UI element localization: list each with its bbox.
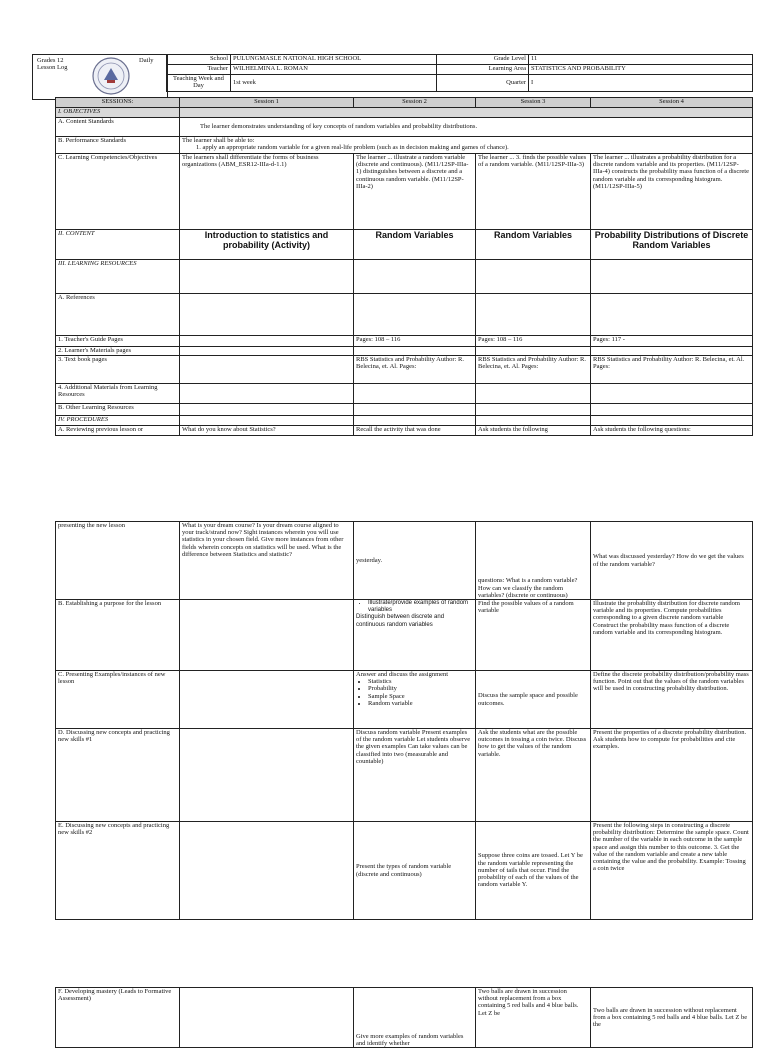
school-value: PULUNGMASLE NATIONAL HIGH SCHOOL — [231, 55, 437, 65]
procedures-heading: IV. PROCEDURES — [56, 416, 180, 426]
content-s1: Introduction to statistics and probability (Activity) — [180, 230, 354, 260]
school-label: School — [167, 55, 231, 65]
competencies-s2: The learner ... illustrate a random variable (discrete and continuous). (M11/12SP-IIIa-1) distinguishes between a discrete and a continuous random variable. (M11/12SP-IIIa-2) — [354, 154, 476, 230]
teacher-label: Teacher — [167, 65, 231, 75]
grade-level-value: 11 — [529, 55, 753, 65]
learning-area-value: STATISTICS AND PROBABILITY — [529, 65, 753, 75]
objectives-fill — [180, 108, 753, 118]
session-4-header: Session 4 — [591, 98, 753, 108]
discussing-2-label: E. Discussing new concepts and practicing new skills #2 — [56, 822, 180, 920]
reviewing-s1: What do you know about Statistics? — [180, 426, 354, 436]
examples-s4: Define the discrete probability distribution/probability mass function. Point out that the values of the random variables will be used in constructing probability distribution. — [591, 671, 753, 729]
reviewing-s4: Ask students the following questions: — [591, 426, 753, 436]
examples-s3: Discuss the sample space and possible outcomes. — [476, 671, 591, 729]
discussing-1-s4: Present the properties of a discrete probability distribution. Ask students how to compute for probabilities and cite examples. — [591, 729, 753, 822]
daily-label: Daily — [139, 57, 154, 64]
page-1 — [0, 0, 768, 470]
tb-pages-s2: RBS Statistics and Probability Author: R. Belecina, et. Al. Pages: — [354, 356, 476, 384]
competencies-s3: The learner ... 3. finds the possible values of a random variable. (M11/12SP-IIIa-3) — [476, 154, 591, 230]
performance-standards-line-1: The learner shall be able to: — [182, 137, 255, 144]
teaching-week-label: Teaching Week and Day — [167, 75, 231, 92]
lesson-log-table-page-2 — [55, 521, 753, 920]
purpose-s3: Find the possible values of a random variable — [476, 600, 591, 671]
tg-pages-s2: Pages: 108 – 116 — [354, 336, 476, 347]
content-standards-label: A. Content Standards — [56, 118, 180, 137]
tg-pages-s3: Pages: 108 – 116 — [476, 336, 591, 347]
examples-s2-bullet-2: • Probability — [368, 685, 473, 692]
discussing-2-s2: Present the types of random variable (discrete and continuous) — [354, 822, 476, 920]
content-standards-text: The learner demonstrates understanding of key concepts of random variables and probability distributions. — [180, 118, 753, 137]
purpose-s4: Illustrate the probability distribution for discrete random variable and its properties. Compute probabilities corresponding to a given discrete random variable Construct the probability mass function of a discrete random variable and its corresponding histogram. — [591, 600, 753, 671]
examples-s2-bullet-4: • Random variable — [368, 700, 473, 707]
other-resources-label: B. Other Learning Resources — [56, 404, 180, 416]
performance-standards-label: B. Performance Standards — [56, 137, 180, 154]
lesson-log-table-page-1 — [55, 97, 753, 436]
discussing-2-s4: Present the following steps in constructing a discrete probability distribution: Determine the sample space. Count the number of the variable in each outcome in the sample space and assign this number to this outcome. 3. Get the value of the random variable and create a new table containing the value and the probability. Example: Tossing a coin twice — [591, 822, 753, 920]
tb-pages-label: 3. Text book pages — [56, 356, 180, 384]
session-2-header: Session 2 — [354, 98, 476, 108]
session-1-header: Session 1 — [180, 98, 354, 108]
objectives-heading: I. OBJECTIVES — [56, 108, 180, 118]
lm-pages-label: 2. Learner's Materials pages — [56, 347, 180, 356]
mastery-s3: Two balls are drawn in succession without replacement from a box containing 5 red balls and 4 blue balls. Let Z be — [476, 988, 591, 1048]
learning-area-label: Learning Area — [437, 65, 529, 75]
examples-s2-intro: Answer and discuss the assignment — [356, 671, 449, 678]
purpose-s2-line-2: Distinguish between discrete and continuous random variables — [356, 614, 445, 628]
purpose-label: B. Establishing a purpose for the lesson — [56, 600, 180, 671]
presenting-s3: questions: What is a random variable? How can we classify the random variables? (discrete or continuous) — [476, 522, 591, 600]
page-2 — [0, 470, 768, 955]
references-label: A. References — [56, 294, 180, 336]
discussing-1-s3: Ask the students what are the possible outcomes in tossing a coin twice. Discuss how to get the values of the random variable. — [476, 729, 591, 822]
reviewing-s2: Recall the activity that was done — [354, 426, 476, 436]
header-title-block — [32, 54, 168, 100]
examples-s2-bullet-3: • Sample Space — [368, 693, 473, 700]
grade-label: Grades 12 Lesson Log — [37, 57, 68, 71]
content-s4: Probability Distributions of Discrete Random Variables — [591, 230, 753, 260]
content-heading: II. CONTENT — [56, 230, 180, 260]
mastery-s2: Give more examples of random variables and identify whether — [354, 988, 476, 1048]
deped-seal-icon — [91, 56, 131, 96]
presenting-s2: yesterday. — [354, 522, 476, 600]
session-3-header: Session 3 — [476, 98, 591, 108]
learning-resources-heading: III. LEARNING RESOURCES — [56, 260, 180, 294]
tb-pages-s4: RBS Statistics and Probability Author: R. Belecina, et. Al. Pages: — [591, 356, 753, 384]
reviewing-s3: Ask students the following — [476, 426, 591, 436]
header-info-table — [166, 54, 753, 92]
grade-level-label: Grade Level — [437, 55, 529, 65]
performance-standards-line-2: 1. apply an appropriate random variable for a given real-life problem (such as in decision making and games of chance). — [196, 144, 509, 152]
presenting-s1: What is your dream course? Is your dream course aligned to your track/strand now? Sight instances wherein you will use statistics in your chosen field. Give more instances from other fields wherein concepts on statistics will be used. What is the difference between Statistics and statistic? — [180, 522, 354, 600]
page-3 — [0, 955, 768, 1047]
examples-label: C. Presenting Examples/instances of new lesson — [56, 671, 180, 729]
teaching-week-value: 1st week — [231, 75, 437, 92]
presenting-label: presenting the new lesson — [56, 522, 180, 600]
mastery-label: F. Developing mastery (Leads to Formative Assessment) — [56, 988, 180, 1048]
discussing-1-s2: Discuss random variable Present examples of the random variable Let students observe the given examples Can take values can be classified into two (measurable and countable) — [354, 729, 476, 822]
discussing-1-label: D. Discussing new concepts and practicing new skills #1 — [56, 729, 180, 822]
additional-materials-label: 4. Additional Materials from Learning Resources — [56, 384, 180, 404]
tg-pages-label: 1. Teacher's Guide Pages — [56, 336, 180, 347]
purpose-s2-bullet-1: • Illustrate/provide examples of random variables — [368, 600, 473, 614]
tg-pages-s4: Pages: 117 - — [591, 336, 753, 347]
competencies-label: C. Learning Competencies/Objectives — [56, 154, 180, 230]
teacher-value: WILHELMINA L. ROMAN — [231, 65, 437, 75]
purpose-s2 — [354, 600, 476, 671]
examples-s2 — [354, 671, 476, 729]
presenting-s4: What was discussed yesterday? How do we get the values of the random variable? — [591, 522, 753, 600]
discussing-2-s3: Suppose three coins are tossed. Let Y be the random variable representing the number of tails that occur. Find the probability of each of the values of the random variable Y. — [476, 822, 591, 920]
reviewing-label: A. Reviewing previous lesson or — [56, 426, 180, 436]
quarter-label: Quarter — [437, 75, 529, 92]
tb-pages-s3: RBS Statistics and Probability Author: R. Belecina, et. Al. Pages: — [476, 356, 591, 384]
quarter-value: I — [529, 75, 753, 92]
competencies-s4: The learner ... illustrates a probability distribution for a discrete random variable and its properties. (M11/12SP-IIIa-4) constructs the probability mass function of a discrete random variable and its corresponding histogram. (M11/12SP-IIIa-5) — [591, 154, 753, 230]
content-s3: Random Variables — [476, 230, 591, 260]
performance-standards-text — [180, 137, 753, 154]
sessions-label: SESSIONS: — [56, 98, 180, 108]
examples-s2-bullet-1: • Statistics — [368, 678, 473, 685]
lesson-log-table-page-3 — [55, 987, 753, 1048]
competencies-s1: The learners shall differentiate the forms of business organizations (ABM_ESR12-IIIa-d-1.1) — [180, 154, 354, 230]
content-s2: Random Variables — [354, 230, 476, 260]
mastery-s4: Two balls are drawn in succession without replacement from a box containing 5 red balls and 4 blue balls. Let Z be the — [591, 988, 753, 1048]
